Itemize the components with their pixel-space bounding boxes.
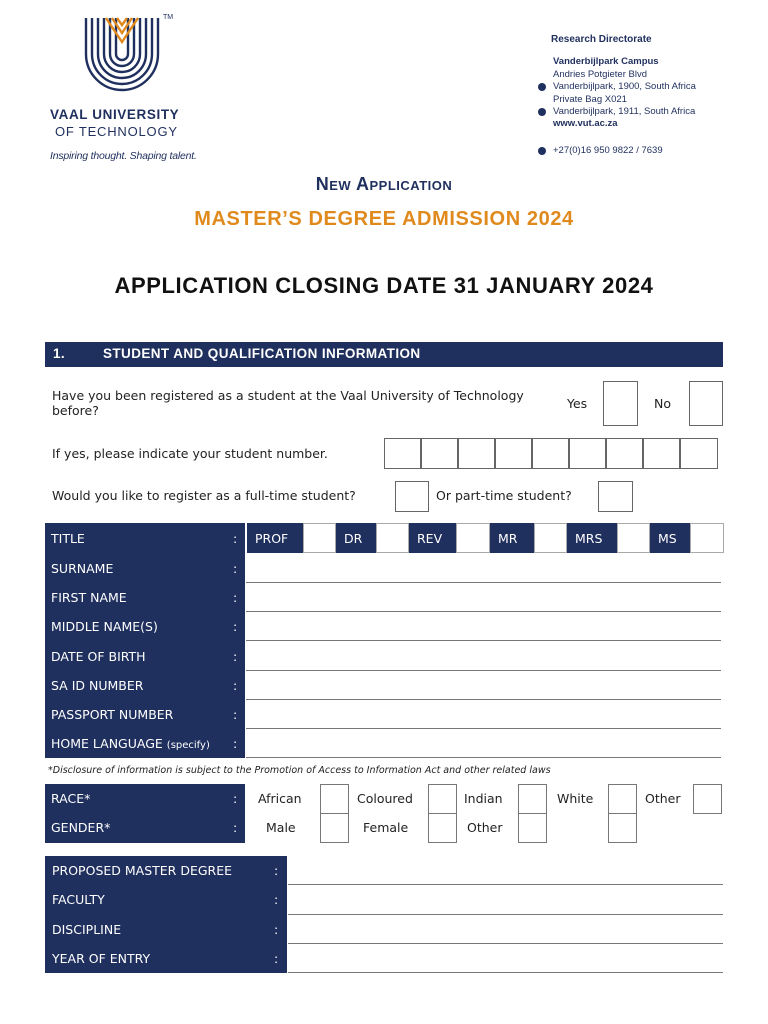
- colon: :: [274, 892, 279, 907]
- colon: :: [233, 736, 238, 751]
- phone-line: [553, 145, 696, 157]
- postal-bag: Private Bag X021: [553, 93, 627, 105]
- closing-date-heading: APPLICATION CLOSING DATE 31 JANUARY 2024: [114, 273, 654, 298]
- university-name-line1: VAAL UNIVERSITY: [50, 107, 180, 122]
- disclosure-note: *Disclosure of information is subject to the Promotion of Access to Information Act and other related laws: [48, 765, 551, 776]
- colon: :: [233, 531, 238, 546]
- student-number-digit[interactable]: [384, 438, 421, 469]
- university-logo: [48, 14, 218, 164]
- discipline-label: DISCIPLINE: [52, 922, 122, 937]
- parttime-question: Or part-time student?: [436, 488, 572, 503]
- degree-labels-column: [45, 856, 287, 973]
- tagline: Inspiring thought. Shaping talent.: [50, 150, 197, 162]
- sa-id-label: SA ID NUMBER: [51, 678, 144, 693]
- race-option-indian: Indian: [464, 791, 503, 806]
- date-of-birth-label: DATE OF BIRTH: [51, 649, 146, 664]
- student-number-digit[interactable]: [606, 438, 643, 469]
- gender-option-other: Other: [467, 820, 503, 835]
- race-white-checkbox[interactable]: [608, 784, 637, 814]
- passport-field[interactable]: [246, 728, 721, 729]
- title-option-rev: REV: [409, 523, 456, 553]
- race-option-other: Other: [645, 791, 681, 806]
- fulltime-question: Would you like to register as a full-time student?: [52, 488, 356, 503]
- student-number-digit[interactable]: [569, 438, 606, 469]
- student-number-digit[interactable]: [532, 438, 569, 469]
- gender-female-checkbox[interactable]: [428, 813, 457, 843]
- discipline-field[interactable]: [288, 943, 723, 944]
- colon: :: [233, 707, 238, 722]
- masters-admission-heading: MASTER’S DEGREE ADMISSION 2024: [194, 208, 574, 230]
- student-number-digit[interactable]: [421, 438, 458, 469]
- student-number-digit[interactable]: [458, 438, 495, 469]
- title-ms-checkbox[interactable]: [690, 523, 724, 553]
- title-option-mr: MR: [490, 523, 534, 553]
- home-language-label: HOME LANGUAGE (specify): [51, 736, 210, 751]
- title-option-prof: PROF: [247, 523, 303, 553]
- section-title: STUDENT AND QUALIFICATION INFORMATION: [103, 346, 421, 361]
- section-header: [45, 342, 723, 367]
- faculty-field[interactable]: [288, 914, 723, 915]
- colon: :: [274, 863, 279, 878]
- location-icon: [538, 83, 546, 91]
- trademark-mark: TM: [163, 14, 174, 21]
- middle-names-label: MIDDLE NAME(S): [51, 619, 158, 634]
- title-label: TITLE: [51, 531, 85, 546]
- sa-id-field[interactable]: [246, 699, 721, 700]
- campus-name: Vanderbijlpark Campus: [553, 56, 659, 68]
- title-mr-checkbox[interactable]: [534, 523, 567, 553]
- colon: :: [274, 951, 279, 966]
- website-link[interactable]: www.vut.ac.za: [553, 118, 618, 130]
- fulltime-checkbox[interactable]: [395, 481, 429, 512]
- surname-label: SURNAME: [51, 561, 114, 576]
- race-african-checkbox[interactable]: [320, 784, 349, 814]
- colon: :: [233, 590, 238, 605]
- bag-city: Vanderbijlpark, 1911, South Africa: [553, 106, 696, 118]
- title-option-dr: DR: [336, 523, 376, 553]
- home-language-field[interactable]: [246, 757, 721, 758]
- title-dr-checkbox[interactable]: [376, 523, 409, 553]
- phone-icon: [538, 147, 546, 155]
- first-name-label: FIRST NAME: [51, 590, 127, 605]
- gender-blank-checkbox[interactable]: [608, 813, 637, 843]
- no-label: No: [654, 396, 671, 411]
- gender-other-checkbox[interactable]: [518, 813, 547, 843]
- race-option-coloured: Coloured: [357, 791, 413, 806]
- title-label-cell: [45, 523, 245, 553]
- colon: :: [233, 619, 238, 634]
- personal-labels-column: [45, 553, 245, 758]
- race-other-checkbox[interactable]: [693, 784, 722, 814]
- race-label: RACE*: [51, 791, 91, 806]
- university-name-line2: OF TECHNOLOGY: [55, 124, 178, 139]
- registered-question: Have you been registered as a student at the Vaal University of Technology before?: [52, 388, 524, 418]
- title-prof-checkbox[interactable]: [303, 523, 336, 553]
- title-option-ms: MS: [650, 523, 690, 553]
- directorate-name: Research Directorate: [551, 34, 652, 45]
- street-address: Andries Potgieter Blvd: [553, 68, 647, 80]
- proposed-degree-label: PROPOSED MASTER DEGREE: [52, 863, 233, 878]
- year-of-entry-label: YEAR OF ENTRY: [52, 951, 151, 966]
- first-name-field[interactable]: [246, 611, 721, 612]
- colon: :: [233, 561, 238, 576]
- contact-block: [540, 34, 696, 157]
- title-rev-checkbox[interactable]: [456, 523, 490, 553]
- surname-field[interactable]: [246, 582, 721, 583]
- race-option-white: White: [557, 791, 594, 806]
- yes-label: Yes: [567, 396, 588, 411]
- gender-option-male: Male: [266, 820, 296, 835]
- gender-option-female: Female: [363, 820, 409, 835]
- colon: :: [233, 678, 238, 693]
- race-option-african: African: [258, 791, 302, 806]
- mail-icon: [538, 108, 546, 116]
- registered-no-checkbox[interactable]: [689, 381, 723, 426]
- student-number-question: If yes, please indicate your student number.: [52, 446, 328, 461]
- race-coloured-checkbox[interactable]: [428, 784, 457, 814]
- new-application-heading: New Application: [315, 174, 453, 194]
- colon: :: [233, 791, 238, 806]
- colon: :: [233, 820, 238, 835]
- year-of-entry-field[interactable]: [288, 972, 723, 973]
- home-language-hint: (specify): [166, 740, 210, 751]
- section-number: 1.: [53, 346, 66, 361]
- street-city-line: [553, 81, 696, 93]
- gender-label: GENDER*: [51, 820, 111, 835]
- middle-names-field[interactable]: [246, 640, 721, 641]
- bag-city-line: [553, 106, 696, 118]
- student-number-digit[interactable]: [680, 438, 718, 469]
- race-indian-checkbox[interactable]: [518, 784, 547, 814]
- student-number-digit[interactable]: [643, 438, 680, 469]
- street-city: Vanderbijlpark, 1900, South Africa: [553, 81, 696, 93]
- colon: :: [274, 922, 279, 937]
- faculty-label: FACULTY: [52, 892, 105, 907]
- demographics-labels-column: [45, 784, 245, 843]
- registered-yes-checkbox[interactable]: [603, 381, 638, 426]
- date-of-birth-field[interactable]: [246, 670, 721, 671]
- title-mrs-checkbox[interactable]: [617, 523, 650, 553]
- colon: :: [233, 649, 238, 664]
- proposed-degree-field[interactable]: [288, 884, 723, 885]
- title-option-mrs: MRS: [567, 523, 617, 553]
- passport-label: PASSPORT NUMBER: [51, 707, 174, 722]
- vut-shield-logo-icon: [82, 14, 162, 96]
- gender-male-checkbox[interactable]: [320, 813, 349, 843]
- parttime-checkbox[interactable]: [598, 481, 633, 512]
- student-number-digit[interactable]: [495, 438, 532, 469]
- phone-number: +27(0)16 950 9822 / 7639: [553, 144, 663, 156]
